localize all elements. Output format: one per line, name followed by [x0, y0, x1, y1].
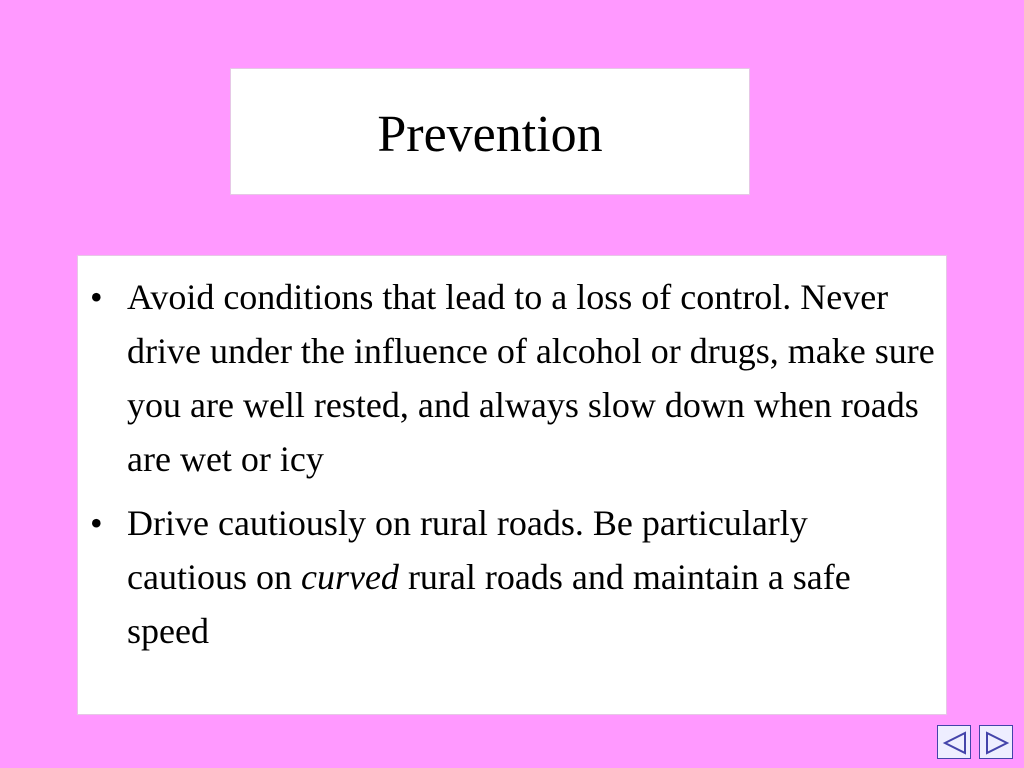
title-box	[230, 68, 750, 195]
triangle-right-icon	[980, 726, 1014, 760]
slide-navigation	[937, 725, 1017, 759]
next-slide-button[interactable]	[979, 725, 1013, 759]
content-box	[77, 255, 947, 715]
triangle-left-icon	[938, 726, 972, 760]
bullet-item-rural-roads	[86, 496, 936, 658]
bullet-list	[86, 270, 936, 668]
slide-title: Prevention	[377, 106, 603, 163]
previous-slide-button[interactable]	[937, 725, 971, 759]
bullet-text-emphasis: curved	[300, 557, 399, 597]
bullet-marker: •	[90, 277, 103, 317]
bullet-marker: •	[90, 503, 103, 543]
bullet-text-before: Drive cautiously on rural roads. Be particularly cautious on	[127, 503, 808, 597]
bullet-text: Avoid conditions that lead to a loss of control. Never drive under the influence of alcohol or drugs, make sure you are well rested, and always slow down when roads are wet or icy	[127, 277, 935, 479]
bullet-item-avoid-conditions	[86, 270, 936, 486]
bullet-text-after: rural roads and maintain a safe speed	[127, 557, 851, 651]
